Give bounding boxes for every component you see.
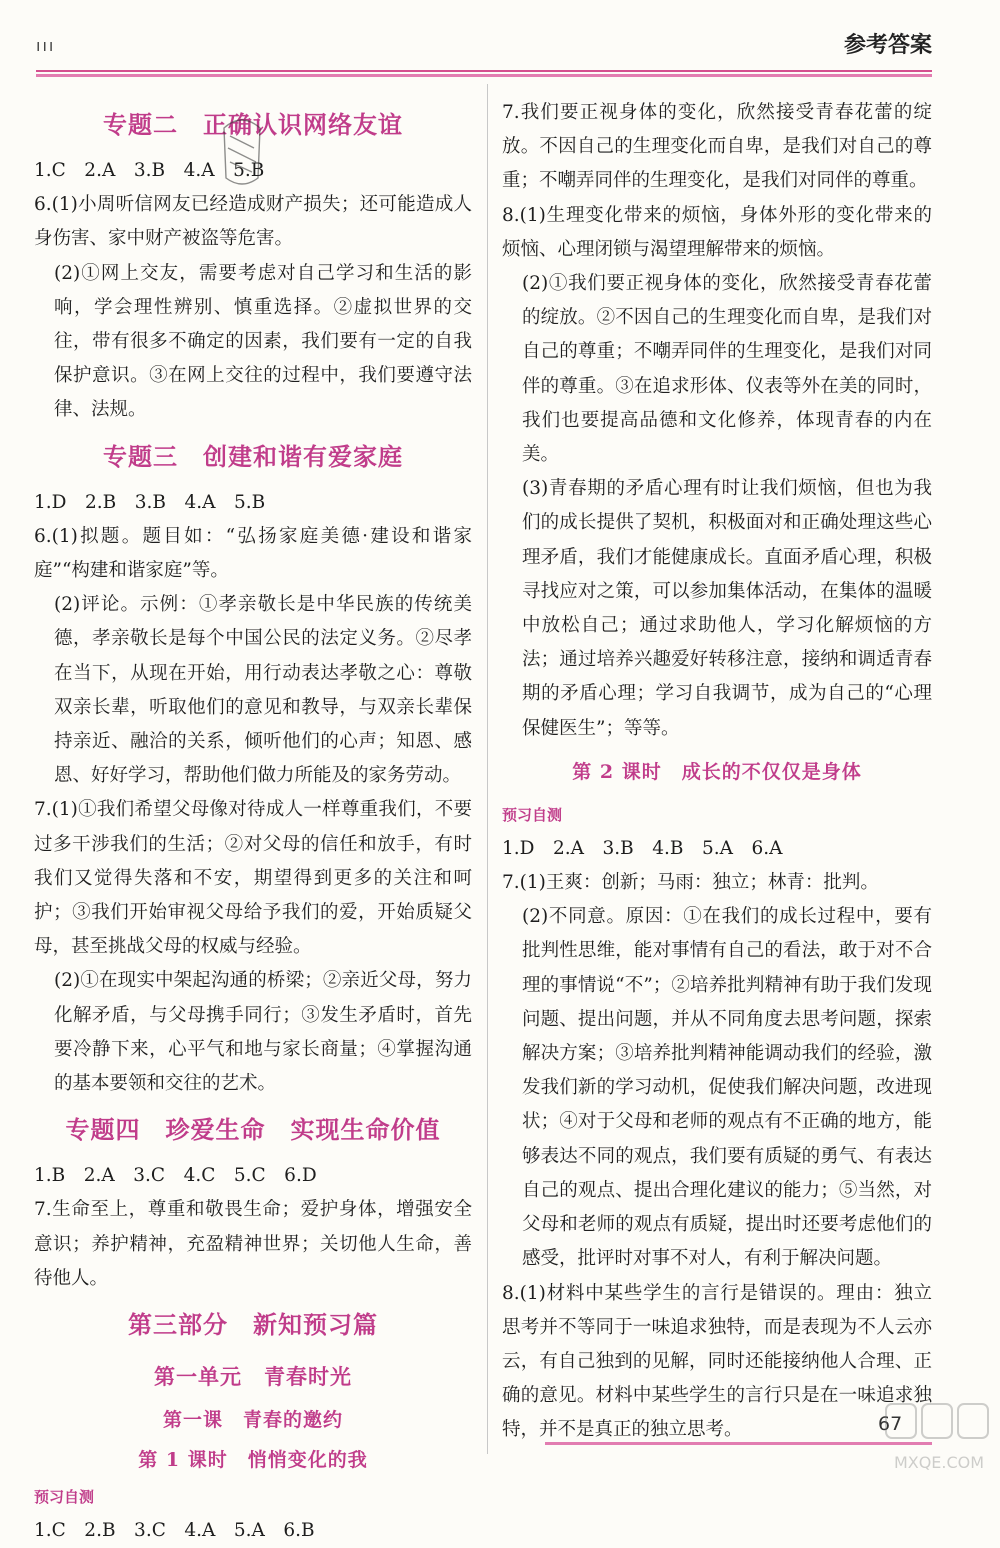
topic2-answer-6-1: 6.(1)小周听信网友已经造成财产损失；还可能造成人身伤害、家中财产被盗等危害。 — [34, 194, 472, 250]
topic2-answer-6-2: (2)①网上交友，需要考虑对自己学习和生活的影响，学会理性辨别、慎重选择。②虚拟世界的交往，带有很多不确定的因素，我们要有一定的自我保护意识。③在网上交往的过程中，我们要遵守法律、法规。 — [54, 262, 472, 421]
left-column — [34, 96, 472, 1548]
preview-label: 预习自测 — [34, 1488, 95, 1507]
ink-stamp-icon — [212, 108, 272, 218]
header-rule — [36, 70, 932, 80]
period2-answers-choice: 1.D 2.A 3.B 4.B 5.A 6.A — [502, 837, 783, 859]
topic4-title: 专题四 珍爱生命 实现生命价值 — [65, 1115, 441, 1145]
topic3-answer-7-1: 7.(1)①我们希望父母像对待成人一样尊重我们，不要过多干涉我们的生活；②对父母的信任和放手，有时我们又觉得失落和不安，期望得到更多的关注和呵护；③我们开始审视父母给予我们的爱，开始质疑父母，甚至挑战父母的权威与经验。 — [34, 799, 472, 958]
right-column — [502, 96, 932, 1448]
preview-label: 预习自测 — [502, 805, 563, 824]
topic3-answers-choice: 1.D 2.B 3.B 4.A 5.B — [34, 491, 266, 513]
footer-rule — [545, 1442, 932, 1445]
period2-answer-7-2: (2)不同意。原因：①在我们的成长过程中，要有批判性思维，能对事情有自己的看法，敢于对不合理的事情说“不”；②培养批判精神有助于我们发现问题、提出问题，并从不同角度去思考问题，探索解决方案；③培养批判精神能调动我们的经验，激发我们新的学习动机，促使我们解决问题，改进现状；④对于父母和老师的观点有不正确的地方，能够表达不同的观点，我们要有质疑的勇气、有表达自己的观点、提出合理化建议的能力；⑤当然，对父母和老师的观点有质疑，提出时还要考虑他们的感受，批评时对事不对人，有利于解决问题。 — [522, 906, 932, 1270]
period1-title: 第 1 课时 悄悄变化的我 — [138, 1449, 368, 1472]
topic4-answers-choice: 1.B 2.A 3.C 4.C 5.C 6.D — [34, 1165, 317, 1187]
lesson1-title: 第一课 青春的邀约 — [162, 1409, 343, 1432]
header-marks: ııı — [36, 36, 56, 55]
period1-answer-8-2: (2)①我们要正视身体的变化，欣然接受青春花蕾的绽放。②不因自己的生理变化而自卑，是我们对自己的尊重；不嘲弄同伴的生理变化，是我们对同伴的尊重。③在追求形体、仪表等外在美的同时，我们也要提高品德和文化修养，体现青春的内在美。 — [522, 273, 932, 466]
topic3-answer-6-1: 6.(1)拟题。题目如：“弘扬家庭美德·建设和谐家庭”“构建和谐家庭”等。 — [34, 525, 472, 582]
topic4-answer-7: 7.生命至上，尊重和敬畏生命；爱护身体，增强安全意识；养护精神，充盈精神世界；关切他人生命，善待他人。 — [34, 1199, 472, 1289]
part3-title: 第三部分 新知预习篇 — [128, 1310, 378, 1340]
column-divider — [487, 84, 488, 1454]
topic3-answer-6-2: (2)评论。示例：①孝亲敬长是中华民族的传统美德，孝亲敬长是每个中国公民的法定义务。②尽孝在当下，从现在开始，用行动表达孝敬之心：尊敬双亲长辈，听取他们的意见和教导，与双亲长辈保持亲近、融洽的关系，倾听他们的心声；知恩、感恩、好好学习，帮助他们做力所能及的家务劳动。 — [54, 594, 472, 787]
period1-answer-8-3: (3)青春期的矛盾心理有时让我们烦恼，但也为我们的成长提供了契机，积极面对和正确处理这些心理矛盾，我们才能健康成长。直面矛盾心理，积极寻找应对之策，可以参加集体活动，在集体的温暖中放松自己；通过求助他人，学习化解烦恼的方法；通过培养兴趣爱好转移注意，接纳和调适青春期的矛盾心理；学习自我调节，成为自己的“心理保健医生”；等等。 — [522, 478, 932, 739]
page-number: 67 — [878, 1413, 903, 1435]
watermark-logo-icon — [880, 1396, 998, 1480]
period1-answer-7: 7.我们要正视身体的变化，欣然接受青春花蕾的绽放。不因自己的生理变化而自卑，是我们对自己的尊重；不嘲弄同伴的生理变化，是我们对同伴的尊重。 — [502, 102, 932, 192]
header-title: 参考答案 — [843, 33, 932, 58]
period2-answer-8-1: 8.(1)材料中某些学生的言行是错误的。理由：独立思考并不等同于一味追求独特，而是表现为不人云亦云，有自己独到的见解，同时还能接纳他人合理、正确的意见。材料中某些学生的言行只是在一味追求独特，并不是真正的独立思考。 — [502, 1282, 932, 1441]
topic3-title: 专题三 创建和谐有爱家庭 — [103, 441, 403, 471]
period2-title: 第 2 课时 成长的不仅仅是身体 — [572, 760, 862, 783]
topic3-answer-7-2: (2)①在现实中架起沟通的桥梁；②亲近父母，努力化解矛盾，与父母携手同行；③发生矛盾时，首先要冷静下来，心平气和地与家长商量；④掌握沟通的基本要领和交往的艺术。 — [54, 970, 472, 1095]
topic2-answers-choice: 1.C 2.A 3.B 4.A 5.B — [34, 160, 265, 181]
unit1-title: 第一单元 青春时光 — [154, 1364, 352, 1390]
period1-answer-8-1: 8.(1)生理变化带来的烦恼，身体外形的变化带来的烦恼、心理闭锁与渴望理解带来的烦恼。 — [502, 204, 932, 260]
period2-answer-7-1: 7.(1)王爽：创新；马雨：独立；林青：批判。 — [502, 872, 879, 894]
svg-text:MXQE.COM: MXQE.COM — [893, 1453, 985, 1472]
topic2-title: 专题二 正确认识网络友谊 — [103, 110, 403, 139]
period1-answers-choice: 1.C 2.B 3.C 4.A 5.A 6.B — [34, 1520, 315, 1542]
